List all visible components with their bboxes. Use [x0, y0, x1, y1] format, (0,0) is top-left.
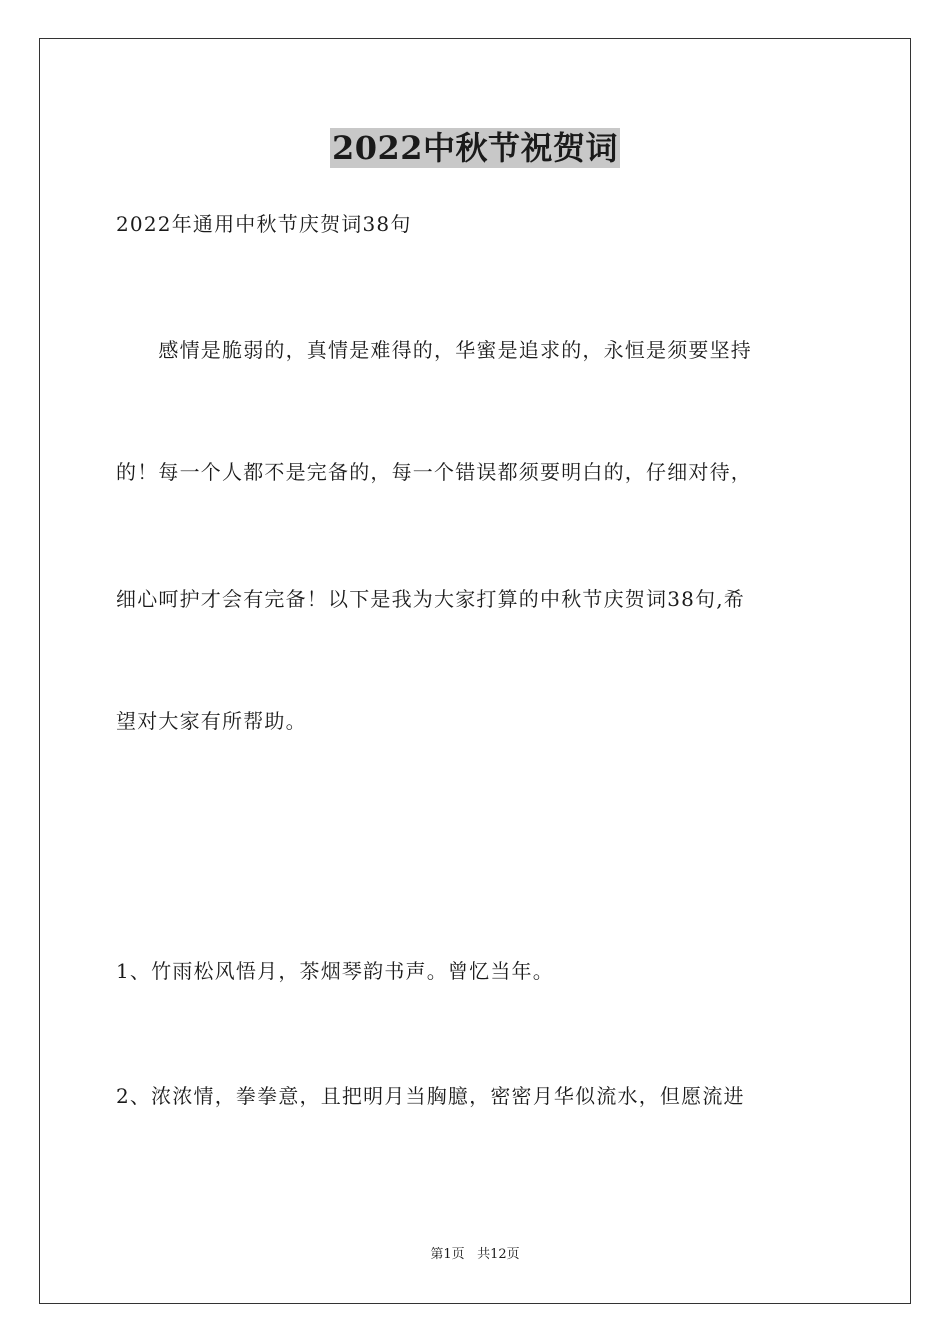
- intro-line-2: 的！每一个人都不是完备的，每一个错误都须要明白的，仔细对待，: [116, 460, 752, 484]
- list-item-2: 2、浓浓情，拳拳意，且把明月当胸臆，密密月华似流水，但愿流进: [116, 1084, 745, 1108]
- intro-line-3: 细心呵护才会有完备！以下是我为大家打算的中秋节庆贺词38句,希: [116, 587, 746, 611]
- intro-line-4: 望对大家有所帮助。: [116, 709, 307, 733]
- intro-line-1: 感情是脆弱的，真情是难得的，华蜜是追求的，永恒是须要坚持: [116, 338, 752, 362]
- page-number-total: 共12页: [477, 1247, 520, 1262]
- page-number-current: 第1页: [430, 1247, 465, 1262]
- page-footer: [0, 1246, 950, 1264]
- list-item-1: 1、竹雨松风悟月，茶烟琴韵书声。曾忆当年。: [116, 959, 554, 983]
- title-container: [0, 128, 950, 168]
- subtitle: 2022年通用中秋节庆贺词38句: [116, 212, 412, 236]
- document-title: 2022中秋节祝贺词: [331, 129, 619, 167]
